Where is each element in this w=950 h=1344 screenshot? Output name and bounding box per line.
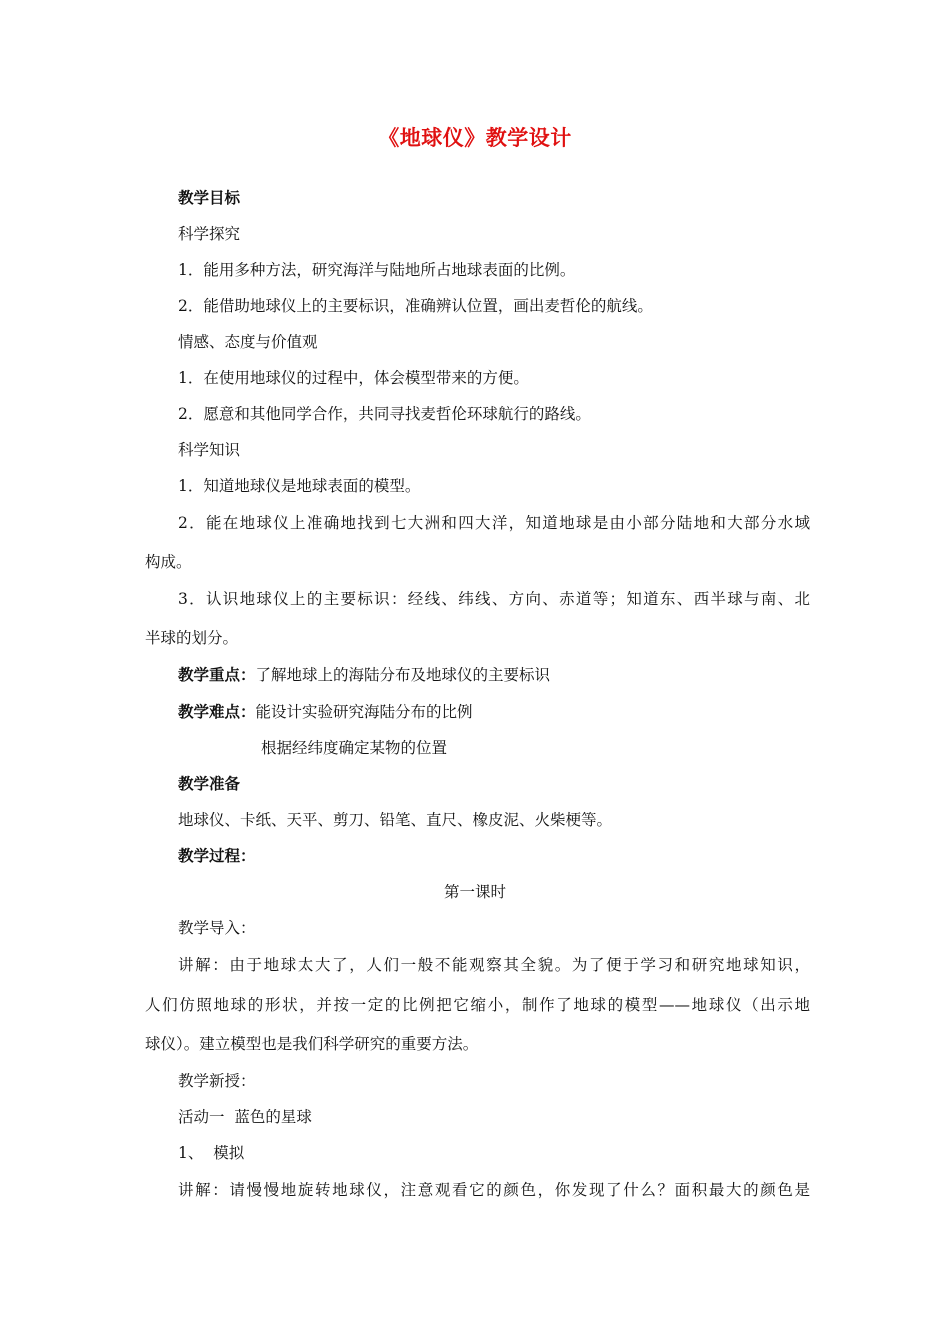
list-item: 1．在使用地球仪的过程中，体会模型带来的方便。 (178, 369, 529, 387)
list-item: 3．认识地球仪上的主要标识：经线、纬线、方向、赤道等；知道东、西半球与南、北 (178, 590, 810, 608)
page-title: 《地球仪》教学设计 (378, 126, 572, 150)
list-item: 2．能在地球仪上准确地找到七大洲和四大洋，知道地球是由小部分陆地和大部分水域 (178, 514, 810, 532)
key-points-label: 教学重点： (178, 666, 256, 684)
difficulties-text: 能设计实验研究海陆分布的比例 (255, 703, 473, 721)
list-item-continuation: 半球的划分。 (145, 629, 239, 647)
key-points-text: 了解地球上的海陆分布及地球仪的主要标识 (255, 666, 551, 684)
preparation-heading: 教学准备 (178, 775, 241, 793)
process-heading: 教学过程： (178, 847, 256, 865)
key-points-row (178, 665, 550, 685)
paragraph-line: 讲解：请慢慢地旋转地球仪，注意观看它的颜色，你发现了什么？面积最大的颜色是 (178, 1181, 810, 1199)
attitude-heading: 情感、态度与价值观 (178, 333, 318, 351)
new-lesson-heading: 教学新授： (178, 1072, 256, 1090)
list-item: 2．能借助地球仪上的主要标识，准确辨认位置，画出麦哲伦的航线。 (178, 297, 653, 315)
knowledge-heading: 科学知识 (178, 441, 241, 459)
lesson-label: 第一课时 (443, 883, 506, 901)
intro-heading: 教学导入： (178, 919, 256, 937)
step-heading: 1、 模拟 (178, 1144, 245, 1162)
list-item: 1．知道地球仪是地球表面的模型。 (178, 477, 421, 495)
list-item: 1．能用多种方法，研究海洋与陆地所占地球表面的比例。 (178, 261, 576, 279)
paragraph-line: 讲解：由于地球太大了，人们一般不能观察其全貌。为了便于学习和研究地球知识， (178, 956, 810, 974)
difficulties-text-2: 根据经纬度确定某物的位置 (261, 739, 448, 757)
difficulties-row (178, 702, 473, 722)
difficulties-label: 教学难点： (178, 703, 256, 721)
paragraph-line: 球仪）。建立模型也是我们科学研究的重要方法。 (145, 1035, 479, 1053)
list-item: 2．愿意和其他同学合作，共同寻找麦哲伦环球航行的路线。 (178, 405, 591, 423)
preparation-text: 地球仪、卡纸、天平、剪刀、铅笔、直尺、橡皮泥、火柴梗等。 (178, 811, 613, 829)
activity-heading: 活动一 蓝色的星球 (178, 1108, 312, 1126)
objectives-heading: 教学目标 (178, 189, 241, 207)
list-item-continuation: 构成。 (145, 553, 192, 571)
paragraph-line: 人们仿照地球的形状，并按一定的比例把它缩小，制作了地球的模型——地球仪（出示地 (145, 996, 810, 1014)
science-inquiry-heading: 科学探究 (178, 225, 241, 243)
